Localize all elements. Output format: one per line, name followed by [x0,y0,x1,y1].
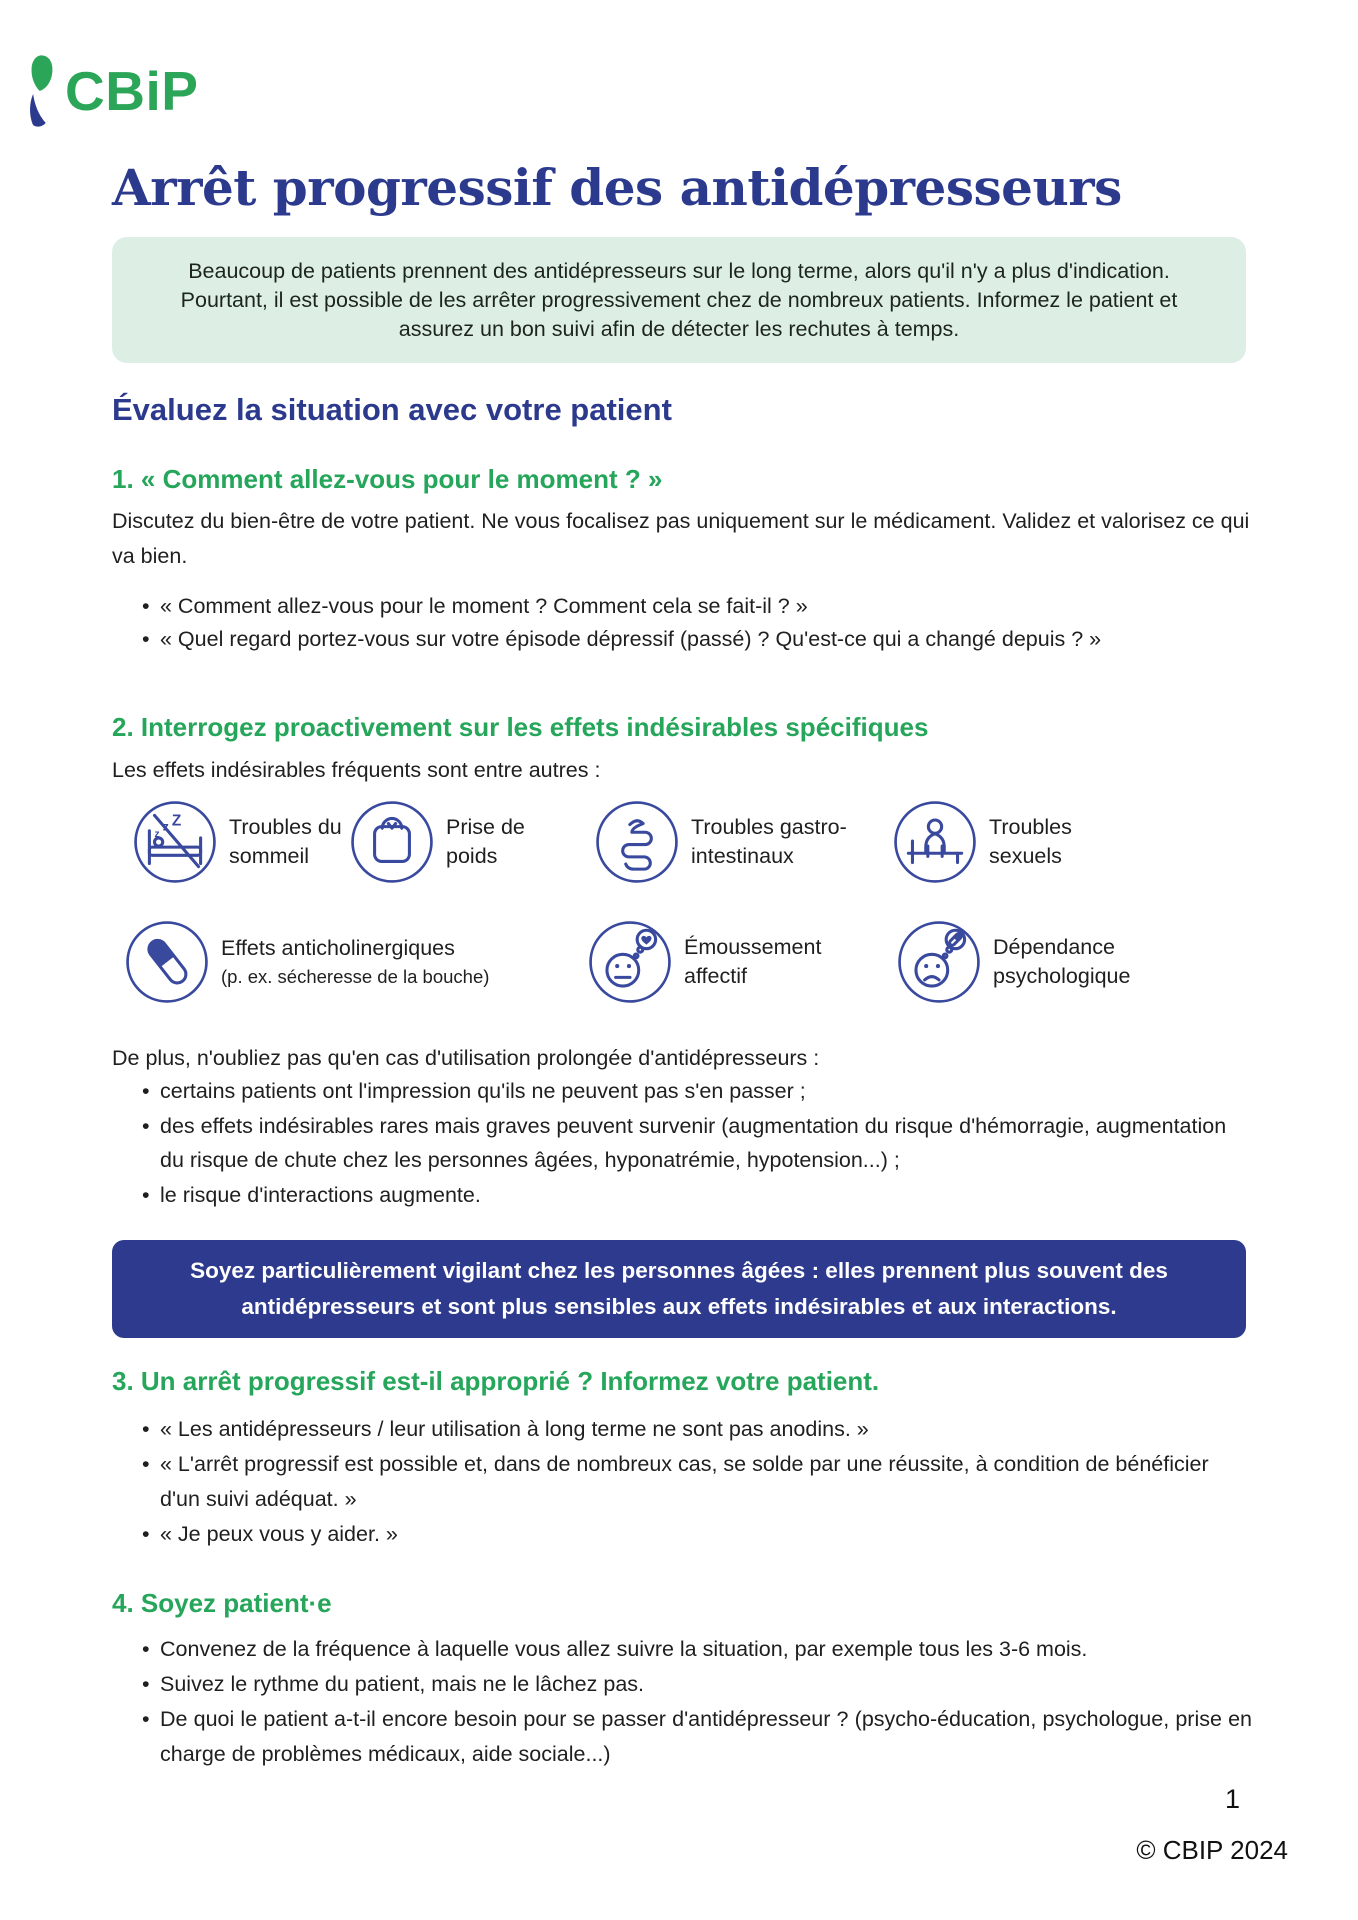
scale-icon [350,800,434,884]
no-sleep-icon [133,800,217,884]
effect-sleep [133,800,347,884]
effect-label: Prise de poids [446,815,525,868]
cbip-logo-icon [28,54,56,128]
intro-text: Beaucoup de patients prennent des antidépresseurs sur le long terme, alors qu'il n'y a plus d'indication. Pourtant, il est possible de les arrêter progressivement chez de nombreux patients. Informez le patient et assurez un bon suivi afin de détecter les rechutes à temps. [180,258,1178,341]
side-effects-row-1 [0,800,1358,895]
elderly-warning-banner: Soyez particulièrement vigilant chez les personnes âgées : elles prennent plus souvent des antidépresseurs et sont plus sensibles aux effets indésirables et aux interactions. [112,1240,1246,1338]
svg-text:Z: Z [171,812,182,830]
svg-text:z: z [154,828,160,840]
list-item: • « L'arrêt progressif est possible et, dans de nombreux cas, se solde par une réussite, à condition de bénéficier d'un suivi adéquat. » [112,1447,1252,1517]
list-item: • Convenez de la fréquence à laquelle vous allez suivre la situation, par exemple tous les 3-6 mois. [112,1632,1252,1667]
list-item: • certains patients ont l'impression qu'ils ne peuvent pas s'en passer ; [112,1074,1252,1109]
section2-note: De plus, n'oubliez pas qu'en cas d'utilisation prolongée d'antidépresseurs : [112,1046,820,1070]
effect-label: Émoussement affectif [684,935,822,988]
section2-heading: 2. Interrogez proactivement sur les effets indésirables spécifiques [112,712,929,742]
list-item: • « Comment allez-vous pour le moment ? Comment cela se fait-il ? » [112,590,1252,623]
cbip-logo [28,54,198,128]
gut-icon [595,800,679,884]
blunted-face-icon [588,920,672,1004]
effect-sublabel: (p. ex. sécheresse de la bouche) [221,966,490,987]
section1-bullet-list [112,590,1252,656]
section1-body: Discutez du bien-être de votre patient. Ne vous focalisez pas uniquement sur le médicament. Validez et valorisez ce qui va bien. [112,509,1250,568]
page-number: 1 [1224,1784,1240,1814]
bed-person-icon [893,800,977,884]
section4-heading: 4. Soyez patient·e [112,1588,332,1618]
list-item: • le risque d'interactions augmente. [112,1178,1252,1213]
section4-bullet-list [112,1632,1252,1772]
list-item: • des effets indésirables rares mais graves peuvent survenir (augmentation du risque d'hémorragie, augmentation du risque de chute chez les personnes âgées, hyponatrémie, hypotension...) ; [112,1109,1252,1178]
effect-label: Dépendance psychologique [993,935,1131,988]
section1-heading: 1. « Comment allez-vous pour le moment ? » [112,464,663,494]
effect-label: Effets anticholinergiques [221,936,455,960]
effect-dependence [897,920,1139,1004]
section2-body: Les effets indésirables fréquents sont entre autres : [112,758,601,782]
list-item: • « Je peux vous y aider. » [112,1517,1252,1552]
side-effects-row-2 [0,920,1358,1015]
effect-label: Troubles gastro-intestinaux [691,815,847,868]
effect-weight [350,800,532,884]
effect-label: Troubles du sommeil [229,815,342,868]
section3-bullet-list [112,1412,1252,1552]
list-item: • Suivez le rythme du patient, mais ne le lâchez pas. [112,1667,1252,1702]
effect-blunting [588,920,820,1004]
intro-highlight-box [112,237,1246,363]
cbip-logo-text: CBiP [65,59,199,122]
copyright-notice: © CBIP 2024 [1136,1835,1288,1865]
list-item: • « Quel regard portez-vous sur votre épisode dépressif (passé) ? Qu'est-ce qui a changé depuis ? » [112,623,1252,656]
section3-heading: 3. Un arrêt progressif est-il approprié ? Informez votre patient. [112,1366,880,1396]
list-item: • De quoi le patient a-t-il encore besoin pour se passer d'antidépresseur ? (psycho-éducation, psychologue, prise en charge de problèmes médicaux, aide sociale...) [112,1702,1252,1772]
effect-label: Troubles sexuels [989,815,1072,868]
main-section-heading: Évaluez la situation avec votre patient [112,392,672,427]
effect-sexual [893,800,1085,884]
effect-label-block [221,934,489,990]
svg-text:z: z [162,819,169,834]
section2-bullet-list [112,1074,1252,1212]
effect-gastro [595,800,849,884]
list-item: • « Les antidépresseurs / leur utilisation à long terme ne sont pas anodins. » [112,1412,1252,1447]
page-title: Arrêt progressif des antidépresseurs [112,157,1122,217]
effect-anticholinergic [125,920,489,1004]
pill-icon [125,920,209,1004]
dependence-face-icon [897,920,981,1004]
